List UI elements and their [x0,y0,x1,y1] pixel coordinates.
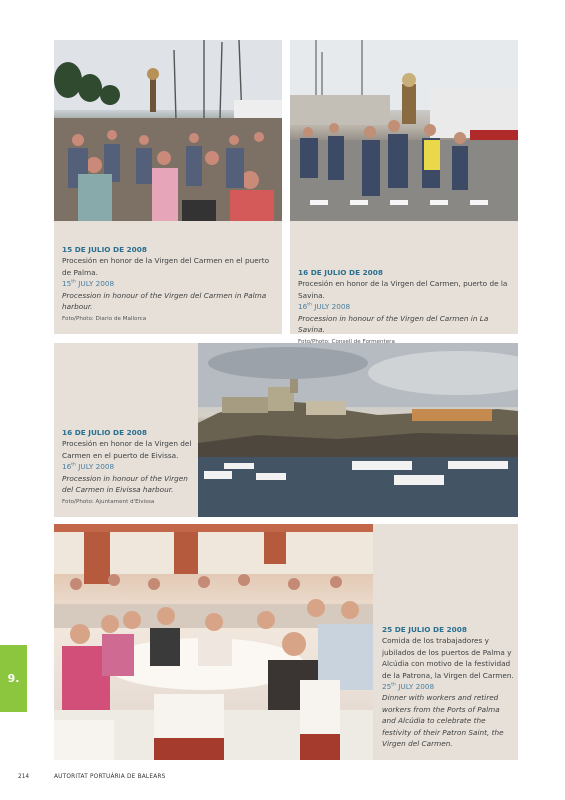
caption-text-en: Procession in honour of the Virgen del Carmen in Palma harbour. [62,290,267,312]
photo-credit: Foto/Photo: Diario de Mallorca [62,316,147,323]
caption-palma [62,244,274,326]
photo-credit: Foto/Photo: Ajuntament d'Eivissa [62,499,155,506]
caption-text-en: Procession in honour of the Virgen del Carmen in La Savina. [298,313,489,335]
photo-eivissa-harbour [198,343,518,517]
publisher-name: AUTORITAT PORTUÀRIA DE BALEARS [54,774,166,780]
photo-credit: Foto/Photo: Consell de Formentera [298,339,395,346]
caption-date-es: 15 DE JULIO DE 2008 [62,245,147,254]
caption-date-es: 25 DE JULIO DE 2008 [382,625,467,634]
caption-text-es: Procesión en honor de la Virgen del Carmen, puerto de la Savina. [298,279,508,300]
caption-text-en: Dinner with workers and retired workers from the Ports of Palma and Alcúdia to celebrate the festivity of their Patron Saint, the Virgen del Carmen. [382,693,504,749]
caption-text-en: Procession in honour of the Virgen del Carmen in Eivissa harbour. [62,473,188,495]
photo-workers-dinner [54,524,373,760]
caption-date-es: 16 DE JULIO DE 2008 [298,268,383,277]
photo-palma-procession [54,40,282,221]
caption-text-es: Procesión en honor de la Virgen del Carmen en el puerto de Palma. [62,256,270,277]
caption-date-en: 16th JULY 2008 [298,302,351,312]
caption-text-es: Comida de los trabajadores y jubilados de los puertos de Palma y Alcúdia con motivo de la festividad de la Patrona, la Virgen del Carmen. [382,636,514,680]
caption-text-es: Procesión en honor de la Virgen del Carmen en el puerto de Eivissa. [62,439,192,460]
caption-dinner [382,624,514,749]
caption-date-en: 15th JULY 2008 [62,279,115,289]
photo-savina-procession [290,40,518,221]
caption-date-es: 16 DE JULIO DE 2008 [62,428,147,437]
chapter-tab: 9. [0,645,27,712]
caption-date-en: 25th JULY 2008 [382,682,435,692]
caption-savina [298,267,512,349]
page-number: 214 [18,774,30,780]
caption-eivissa [62,427,194,509]
caption-date-en: 16th JULY 2008 [62,462,115,472]
